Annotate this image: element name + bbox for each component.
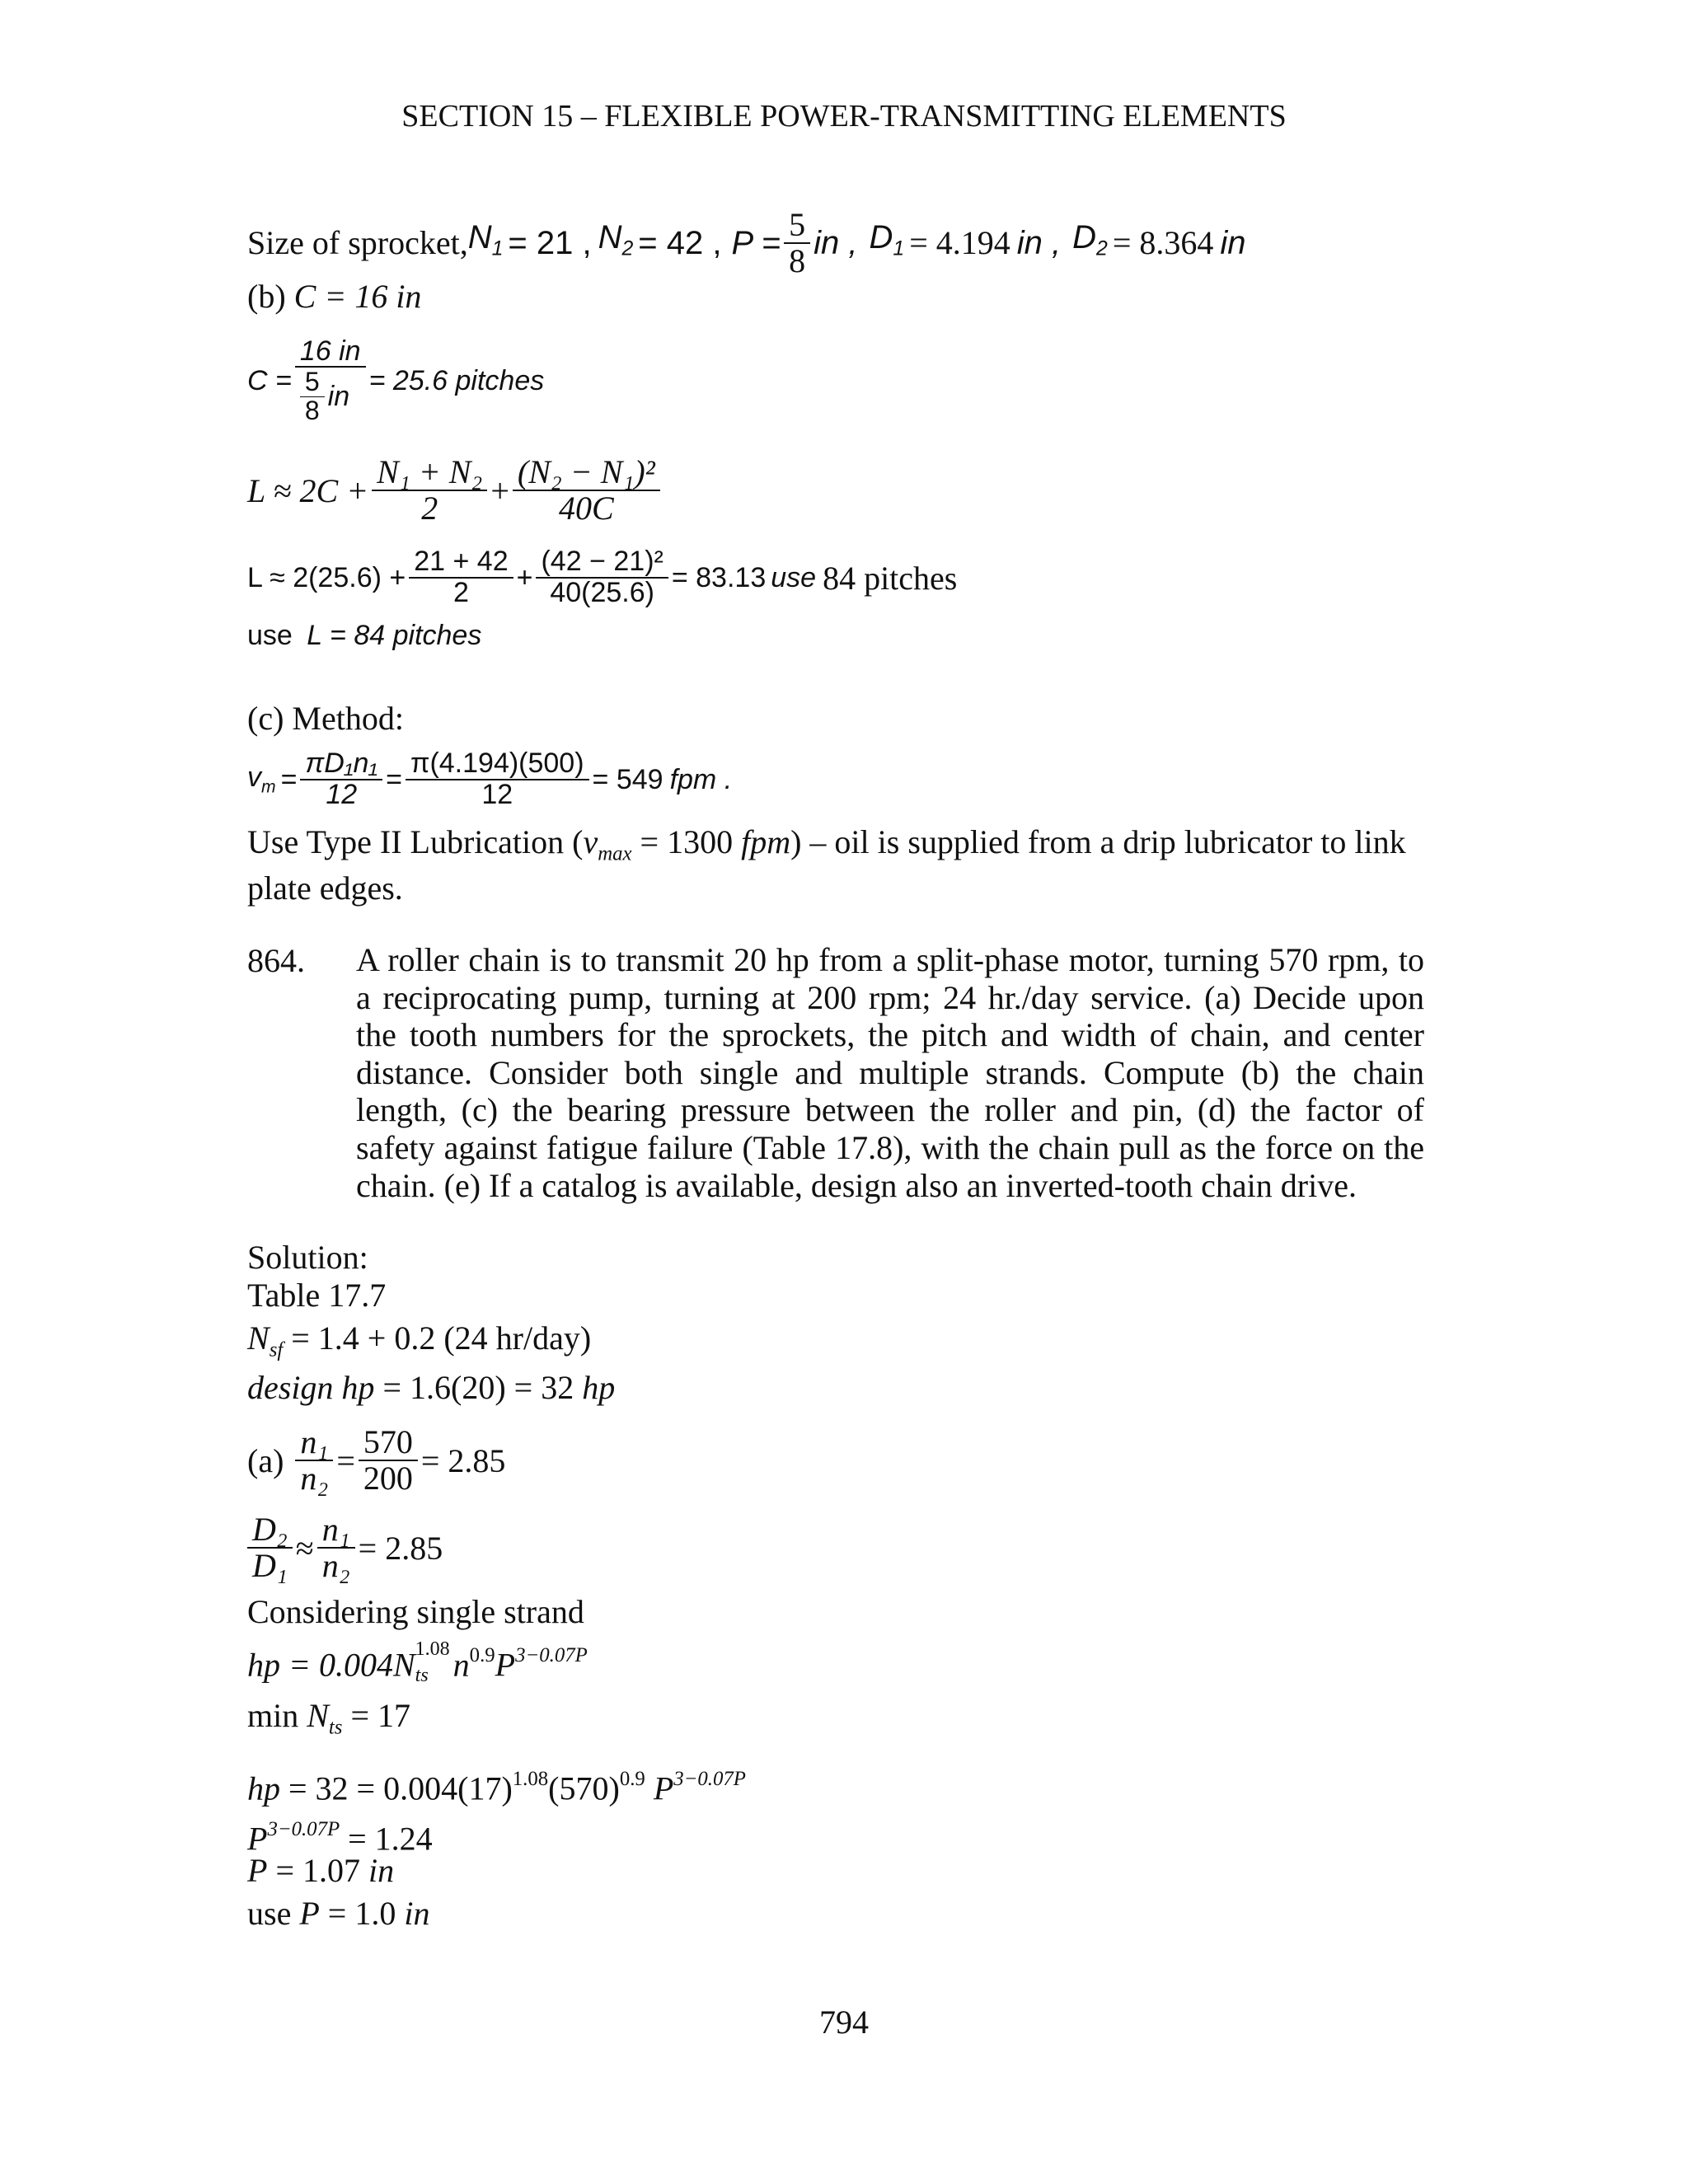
hp-substitution: hp = $32 = 0.004(17)^{1.08}(570)^{0.9}$ $P^{3-0.07P}$ xyxy=(247,1768,746,1807)
pitch-result: P = 1.07 in xyxy=(247,1852,395,1889)
speed-ratio-equation: (a) $\frac{\text{n₁}}{\text{n₂}}$ = $\frac{570}{200}$ = 2.85 xyxy=(247,1423,506,1497)
p-unit: in , xyxy=(814,225,858,261)
table-reference: Table 17.7 xyxy=(247,1277,387,1314)
min-teeth-line: $\min N_{ts} = 17$ xyxy=(247,1697,411,1739)
d1-symbol: $D_1$ xyxy=(869,218,905,260)
p-symbol: P = xyxy=(731,225,781,261)
problem-number: 864. xyxy=(247,942,305,979)
diameter-ratio-equation: $\frac{\text{D₂}}{\text{D₁}}$ ≈ $\frac{\text{n₁}}{\text{n₂}}$ = 2.85 xyxy=(244,1507,443,1589)
chain-length-formula: L ≈ 2C + $\frac{\text{N₁ + N₂}}{2}$ + $\frac{\text{(N₂ − N₁)²}}{40C}$ xyxy=(247,449,663,532)
part-c-heading: (c) Method: xyxy=(247,700,404,737)
problem-statement: A roller chain is to transmit 20 hp from a split-phase motor, turning 570 rpm, to a reciprocating pump, turning at 200 rpm; 24 hr./day service. (a) Decide upon the tooth numbers for the sprockets, the pitch and width of chain, and center distance. Consider both single and multiple strands. Compute (b) the chain length, (c) the bearing pressure between the roller and pin, (d) the factor of safety against fatigue failure (Table 17.8), with the chain pull as the force on the chain. (e) If a catalog is available, design also an inverted-tooth chain drive. xyxy=(356,941,1424,1204)
n2-value: = 42 , xyxy=(638,225,722,261)
use-chain-length: use L = 84 pitches xyxy=(247,620,482,651)
hp-formula: hp = 0.004N 1.08 ts $n^{0.9}P^{3-0.07P}$ xyxy=(247,1638,588,1686)
page-number: 794 xyxy=(819,2004,869,2041)
d1-unit: in , xyxy=(1016,225,1062,261)
pitch-exponent-result: $P^{3-0.07P} = 1.24$ xyxy=(247,1818,433,1858)
lubrication-line-1: Use Type II Lubrication ($v_{max} = 1300$ fpm) – oil is supplied from a drip lubricator to link xyxy=(247,823,1406,865)
use-pitch-line: use P = 1.0 in xyxy=(247,1895,430,1932)
d2-value: = 8.364 xyxy=(1112,224,1214,261)
lubrication-line-2: plate edges. xyxy=(247,869,403,907)
n2-symbol: $N_2$ xyxy=(598,218,634,260)
single-strand-line: Considering single strand xyxy=(247,1593,584,1630)
d2-symbol: $D_2$ xyxy=(1072,218,1108,260)
n1-value: = 21 , xyxy=(508,225,592,261)
sprocket-size-line xyxy=(247,206,1246,280)
c-pitches-equation: C = 16 in $\frac{5}{8}$ in = 25.6 pitches xyxy=(247,335,545,425)
chain-speed-equation: $v_m$ = $\frac{\text{πD₁n₁}}{12}$ = $\frac{\pi(4.194)(500)}{12}$ = 549 fpm . xyxy=(247,748,733,810)
section-header: SECTION 15 – FLEXIBLE POWER-TRANSMITTING ELEMENTS xyxy=(401,99,1287,134)
design-hp-line: design hp = 1.6(20) = 32 hp xyxy=(247,1369,616,1406)
part-b-heading: (b) C = 16 in xyxy=(247,278,422,315)
chain-length-calculation: L ≈ 2(25.6) + $\frac{21 + 42}{2}$ + $\frac{\text{(42 − 21)²}}{40(25.6)}$ = 83.13 use 84 pitches xyxy=(247,546,958,608)
p-fraction: $\frac{5}{8}$ xyxy=(784,208,810,279)
d1-value: = 4.194 xyxy=(909,224,1010,261)
n1-symbol: $N_1$ xyxy=(467,218,504,260)
service-factor-line: $N_{sf} = 1.4 + 0.2$ (24 hr/day) xyxy=(247,1319,592,1361)
solution-heading: Solution: xyxy=(247,1239,368,1276)
d2-unit: in xyxy=(1220,225,1246,261)
sprocket-label: Size of sprocket, xyxy=(247,224,468,261)
